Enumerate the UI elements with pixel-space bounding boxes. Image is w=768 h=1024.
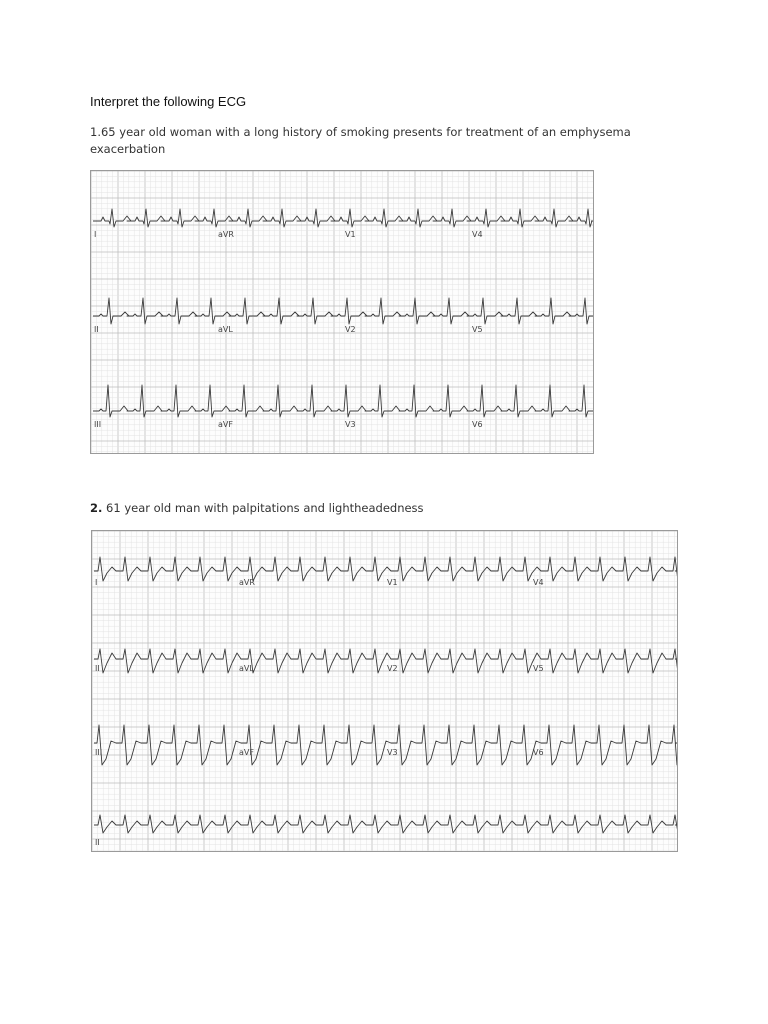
case-2-text: 61 year old man with palpitations and lightheadedness (102, 501, 424, 515)
page-heading: Interpret the following ECG (90, 94, 247, 109)
ecg-1-lead-label-v1: V1 (345, 230, 356, 239)
ecg-2-lead-label-v4: V4 (533, 578, 544, 587)
ecg-2-lead-label-avr: aVR (239, 578, 255, 587)
ecg-1-trace-row-1 (93, 209, 593, 227)
ecg-1-lead-label-v4: V4 (472, 230, 483, 239)
ecg-strip-2 (91, 530, 678, 852)
ecg-1-lead-label-ii: II (94, 325, 99, 334)
ecg-2-lead-label-rhythm-ii: II (95, 838, 100, 847)
ecg-1-lead-label-avl: aVL (218, 325, 233, 334)
ecg-1-lead-label-avr: aVR (218, 230, 234, 239)
ecg-1-lead-label-i: I (94, 230, 97, 239)
ecg-2-lead-label-v5: V5 (533, 664, 544, 673)
ecg-2-lead-label-v6: V6 (533, 748, 544, 757)
case-2-description (90, 500, 690, 517)
ecg-1-lead-label-v2: V2 (345, 325, 356, 334)
ecg-1-tracing (91, 171, 593, 453)
ecg-2-lead-label-iii: III (95, 748, 103, 757)
ecg-2-lead-label-v1: V1 (387, 578, 398, 587)
ecg-2-lead-label-avf: aVF (239, 748, 254, 757)
ecg-2-lead-label-i: I (95, 578, 98, 587)
ecg-1-lead-label-iii: III (94, 420, 102, 429)
ecg-1-lead-label-v6: V6 (472, 420, 483, 429)
ecg-grid (92, 531, 677, 851)
ecg-2-tracing (92, 531, 677, 851)
case-2-number: 2. (90, 501, 103, 515)
case-1-description: 1.65 year old woman with a long history of smoking presents for treatment of an emphysema exacerbation (90, 125, 631, 156)
ecg-1-lead-label-v3: V3 (345, 420, 356, 429)
ecg-2-lead-label-v2: V2 (387, 664, 398, 673)
ecg-1-lead-label-avf: aVF (218, 420, 233, 429)
ecg-1-trace-row-3 (93, 385, 593, 417)
ecg-1-lead-label-v5: V5 (472, 325, 483, 334)
ecg-2-lead-label-avl: aVL (239, 664, 254, 673)
ecg-2-lead-label-v3: V3 (387, 748, 398, 757)
ecg-2-lead-label-ii: II (95, 664, 100, 673)
ecg-1-trace-row-2 (93, 298, 593, 324)
ecg-strip-1 (90, 170, 594, 454)
